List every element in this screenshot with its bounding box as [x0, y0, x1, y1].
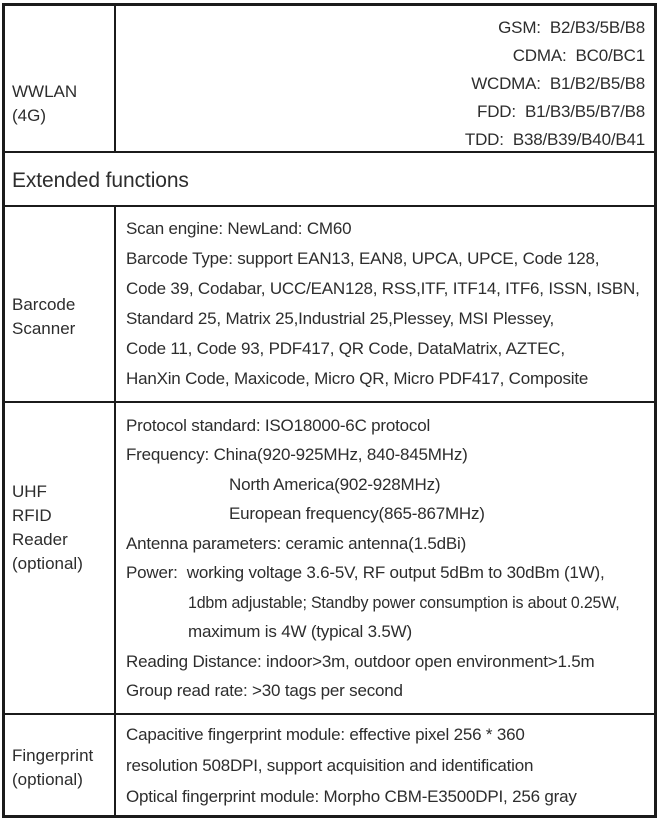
row-content-barcode	[116, 207, 654, 401]
spec-line: resolution 508DPI, support acquisition and identification	[126, 755, 534, 775]
row-uhf	[5, 401, 654, 713]
row-wwlan	[5, 6, 654, 151]
spec-line: TDD: B38/B39/B40/B41	[464, 129, 645, 149]
row-label-uhf	[5, 403, 116, 713]
spec-line: FDD: B1/B3/B5/B7/B8	[477, 101, 645, 121]
spec-line: GSM: B2/B3/5B/B8	[498, 17, 645, 37]
row-label-line: Fingerprint	[12, 746, 94, 765]
spec-line: CDMA: BC0/BC1	[512, 45, 645, 65]
row-label-line: Barcode	[12, 294, 76, 314]
row-label-line: UHF	[12, 482, 47, 501]
row-label-line: (optional)	[12, 770, 83, 789]
row-label-line: Scanner	[12, 318, 76, 338]
spec-line: 1dbm adjustable; Standby power consumption is about 0.25W,	[188, 592, 620, 612]
spec-line: Antenna parameters: ceramic antenna(1.5dBi)	[126, 533, 467, 553]
spec-line: maximum is 4W (typical 3.5W)	[188, 622, 412, 641]
spec-line: Standard 25, Matrix 25,Industrial 25,Plessey, MSI Plessey,	[126, 309, 555, 328]
row-extended-functions	[5, 151, 654, 205]
spec-line: Protocol standard: ISO18000-6C protocol	[126, 415, 431, 435]
row-label-line: WWLAN	[12, 81, 78, 101]
row-label-fingerprint	[5, 715, 116, 815]
spec-line: HanXin Code, Maxicode, Micro QR, Micro PDF417, Composite	[126, 369, 589, 388]
spec-line: Barcode Type: support EAN13, EAN8, UPCA, UPCE, Code 128,	[126, 249, 600, 268]
spec-line: North America(902-928MHz)	[229, 474, 441, 494]
row-content-wwlan	[116, 6, 654, 151]
row-content-fingerprint	[116, 715, 654, 815]
spec-line: Capacitive fingerprint module: effective pixel 256 * 360	[126, 724, 525, 744]
row-label-line: RFID	[12, 506, 52, 525]
spec-line: Optical fingerprint module: Morpho CBM-E3500DPI, 256 gray	[126, 786, 577, 806]
spec-table	[2, 3, 657, 818]
row-label-wwlan	[5, 6, 116, 151]
row-fingerprint	[5, 713, 654, 815]
spec-line: Group read rate: >30 tags per second	[126, 681, 403, 700]
row-label-line: Reader	[12, 530, 68, 549]
row-barcode	[5, 205, 654, 401]
spec-line: Power: working voltage 3.6-5V, RF output 5dBm to 30dBm (1W),	[126, 563, 605, 582]
spec-line: Reading Distance: indoor>3m, outdoor open environment>1.5m	[126, 651, 595, 671]
spec-line: Scan engine: NewLand: CM60	[126, 219, 352, 238]
row-content-uhf	[116, 403, 654, 713]
row-label-line: (4G)	[12, 105, 46, 125]
spec-line: Frequency: China(920-925MHz, 840-845MHz)	[126, 445, 468, 464]
spec-line: WCDMA: B1/B2/B5/B8	[471, 73, 645, 93]
spec-line: European frequency(865-867MHz)	[229, 504, 485, 523]
row-label-line: (optional)	[12, 554, 83, 573]
section-header-title: Extended functions	[12, 169, 189, 192]
spec-line: Code 39, Codabar, UCC/EAN128, RSS,ITF, ITF14, ITF6, ISSN, ISBN,	[126, 279, 640, 298]
row-label-barcode	[5, 207, 116, 401]
spec-line: Code 11, Code 93, PDF417, QR Code, DataMatrix, AZTEC,	[126, 339, 565, 358]
